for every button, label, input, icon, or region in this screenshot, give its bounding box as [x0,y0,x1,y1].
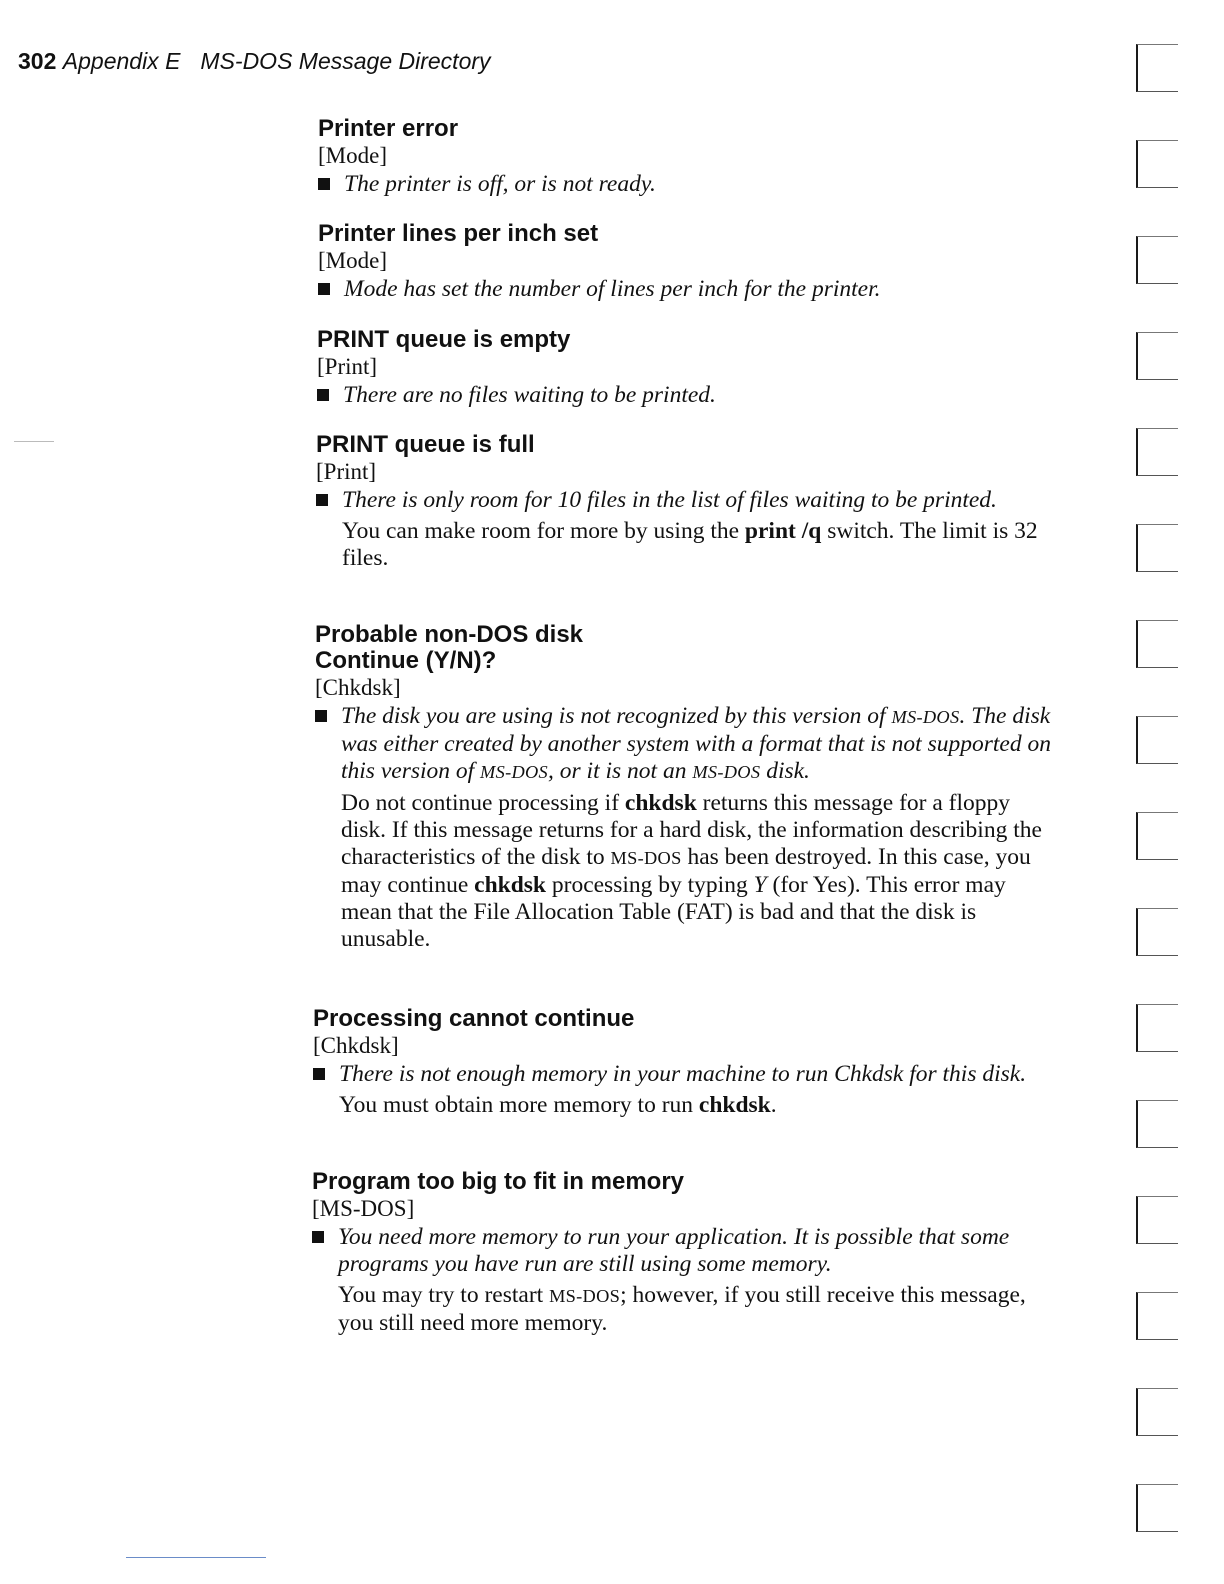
message-entry [318,116,1058,198]
message-source: [Chkdsk] [315,675,401,700]
index-tab [1136,620,1178,668]
message-note: Do not continue processing if chkdsk returns this message for a floppy disk. If this message returns for a hard disk, the information describing the characteristics of the disk to MS-DOS has been destroyed. In this case, you may continue chkdsk processing by typing Y (for Yes). This error may mean that the File Allocation Table (FAT) is bad and that the disk is unusable. [341,790,1042,952]
index-tab [1136,428,1178,476]
message-source: [MS-DOS] [312,1196,415,1221]
message-description: Mode has set the number of lines per inch for the printer. [318,276,1058,303]
message-note: You may try to restart MS-DOS; however, if you still receive this message, you still need more memory. [338,1282,1026,1336]
message-title-line2: Continue (Y/N)? [315,647,497,674]
page-title: MS-DOS Message Directory [200,48,491,74]
message-title: PRINT queue is empty [317,326,571,353]
message-title: Probable non-DOS disk [315,621,584,648]
message-title: Printer error [318,115,459,142]
bullet-icon [312,1231,324,1243]
index-tab [1136,524,1178,572]
message-title: Processing cannot continue [313,1005,635,1032]
index-tab [1136,44,1178,92]
message-source: [Print] [316,459,377,484]
message-source: [Print] [317,354,378,379]
index-tab [1136,1484,1178,1532]
bullet-icon [318,283,330,295]
index-tab [1136,1100,1178,1148]
margin-mark [14,441,54,442]
index-tab [1136,908,1178,956]
section-label: Appendix E [62,48,181,74]
message-entry [312,1169,1057,1337]
index-tab [1136,1196,1178,1244]
index-tab [1136,812,1178,860]
message-description: There is not enough memory in your machine to run Chkdsk for this disk. [313,1061,1053,1088]
message-title: Program too big to fit in memory [312,1168,685,1195]
index-tab [1136,716,1178,764]
message-source: [Mode] [318,143,387,168]
message-entry [316,432,1056,572]
message-description: The disk you are using is not recognized by this version of MS-DOS. The disk was either created by another system with a format that is not supported on this version of MS-DOS, or it is not an MS-DOS disk. [315,703,1060,786]
message-title: PRINT queue is full [316,431,535,458]
message-entry [317,327,1057,409]
bullet-icon [318,178,330,190]
message-entry [315,622,1060,953]
bullet-icon [315,710,327,722]
message-description: You need more memory to run your application. It is possible that some programs you have run are still using some memory. [312,1224,1057,1278]
bullet-icon [316,494,328,506]
page-number: 302 [18,48,57,74]
index-tab [1136,1388,1178,1436]
page-header [18,48,491,75]
message-description: The printer is off, or is not ready. [318,171,1058,198]
message-note: You can make room for more by using the print /q switch. The limit is 32 files. [342,518,1038,571]
message-note: You must obtain more memory to run chkdsk. [339,1092,777,1118]
index-tab [1136,1004,1178,1052]
message-entry [318,221,1058,303]
message-entry [313,1006,1053,1119]
bullet-icon [317,389,329,401]
message-source: [Mode] [318,248,387,273]
index-tab [1136,140,1178,188]
index-tab [1136,332,1178,380]
message-description: There are no files waiting to be printed. [317,382,1057,409]
message-source: [Chkdsk] [313,1033,399,1058]
message-description: There is only room for 10 files in the list of files waiting to be printed. [316,487,1056,514]
bullet-icon [313,1068,325,1080]
index-tab [1136,236,1178,284]
index-tab [1136,1292,1178,1340]
message-title: Printer lines per inch set [318,220,599,247]
footer-rule [126,1557,266,1558]
